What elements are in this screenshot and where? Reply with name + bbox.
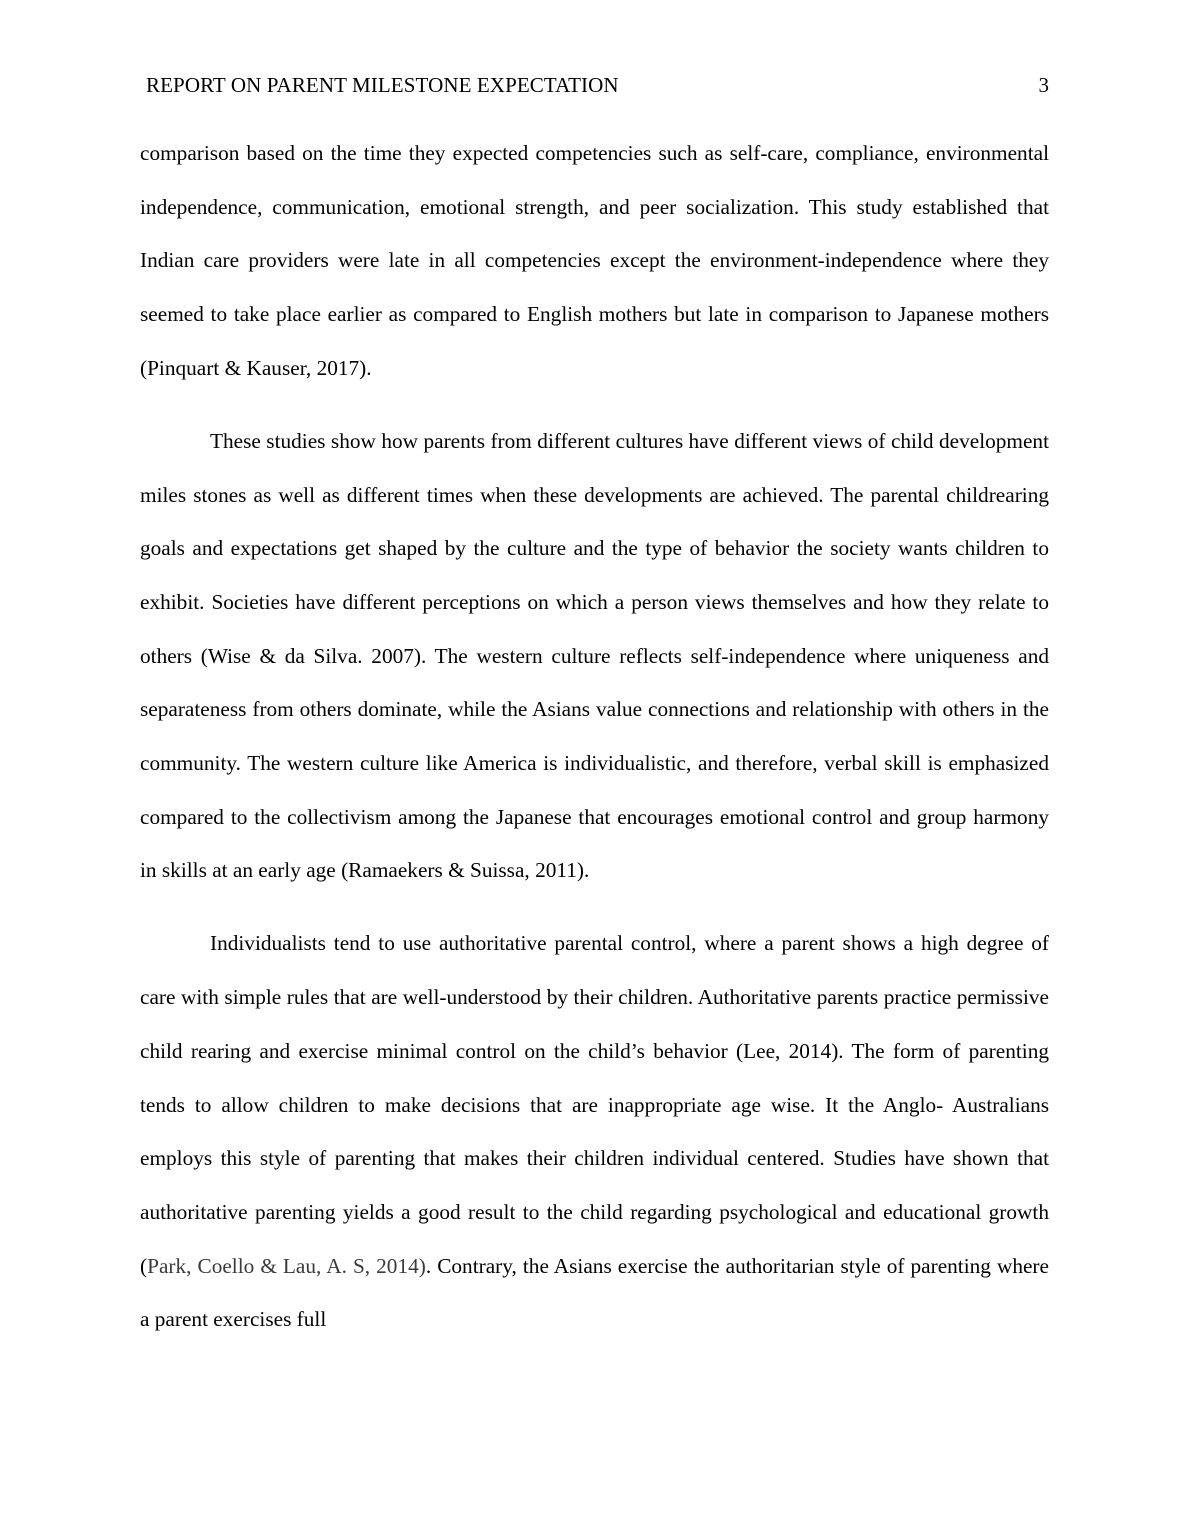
page-number: 3	[1038, 73, 1049, 97]
paragraph-2: These studies show how parents from different cultures have different views of child development miles stones as well as different times when these developments are achieved. The parental childrearing goals and expectations get shaped by the culture and the type of behavior the society wants children to exhibit. Societies have different perceptions on which a person views themselves and how they relate to others (Wise & da Silva. 2007). The western culture reflects self-independence where uniqueness and separateness from others dominate, while the Asians value connections and relationship with others in the community. The western culture like America is individualistic, and therefore, verbal skill is emphasized compared to the collectivism among the Japanese that encourages emotional control and group harmony in skills at an early age (Ramaekers & Suissa, 2011).	[140, 428, 1049, 883]
paragraph-3	[140, 917, 1049, 1347]
paragraph-3-citation: Park, Coello & Lau, A. S, 2014)	[147, 1253, 426, 1278]
paragraph-3-text-start: Individualists tend to use authoritative parental control, where a parent shows a high degree of care with simple rules that are well-understood by their children. Authoritative parents practice permissive child rearing and exercise minimal control on the child’s behavior (Lee, 2014). The form of parenting tends to allow children to make decisions that are inappropriate age wise. It the Anglo- Australians employs this style of parenting that makes their children individual centered. Studies have shown that authoritative parenting yields a good result to the child regarding psychological and educational growth (	[140, 931, 1049, 1278]
body-text	[140, 127, 1049, 1347]
paragraph-1: comparison based on the time they expected competencies such as self-care, compliance, environmental independence, communication, emotional strength, and peer socialization. This study established that Indian care providers were late in all competencies except the environment-independence where they seemed to take place earlier as compared to English mothers but late in comparison to Japanese mothers (Pinquart & Kauser, 2017).	[140, 141, 1049, 380]
running-head: REPORT ON PARENT MILESTONE EXPECTATION	[146, 73, 619, 97]
paragraph-3-text-end: . Contrary, the Asians exercise the authoritarian style of parenting where a parent exercises full	[140, 1253, 1049, 1332]
